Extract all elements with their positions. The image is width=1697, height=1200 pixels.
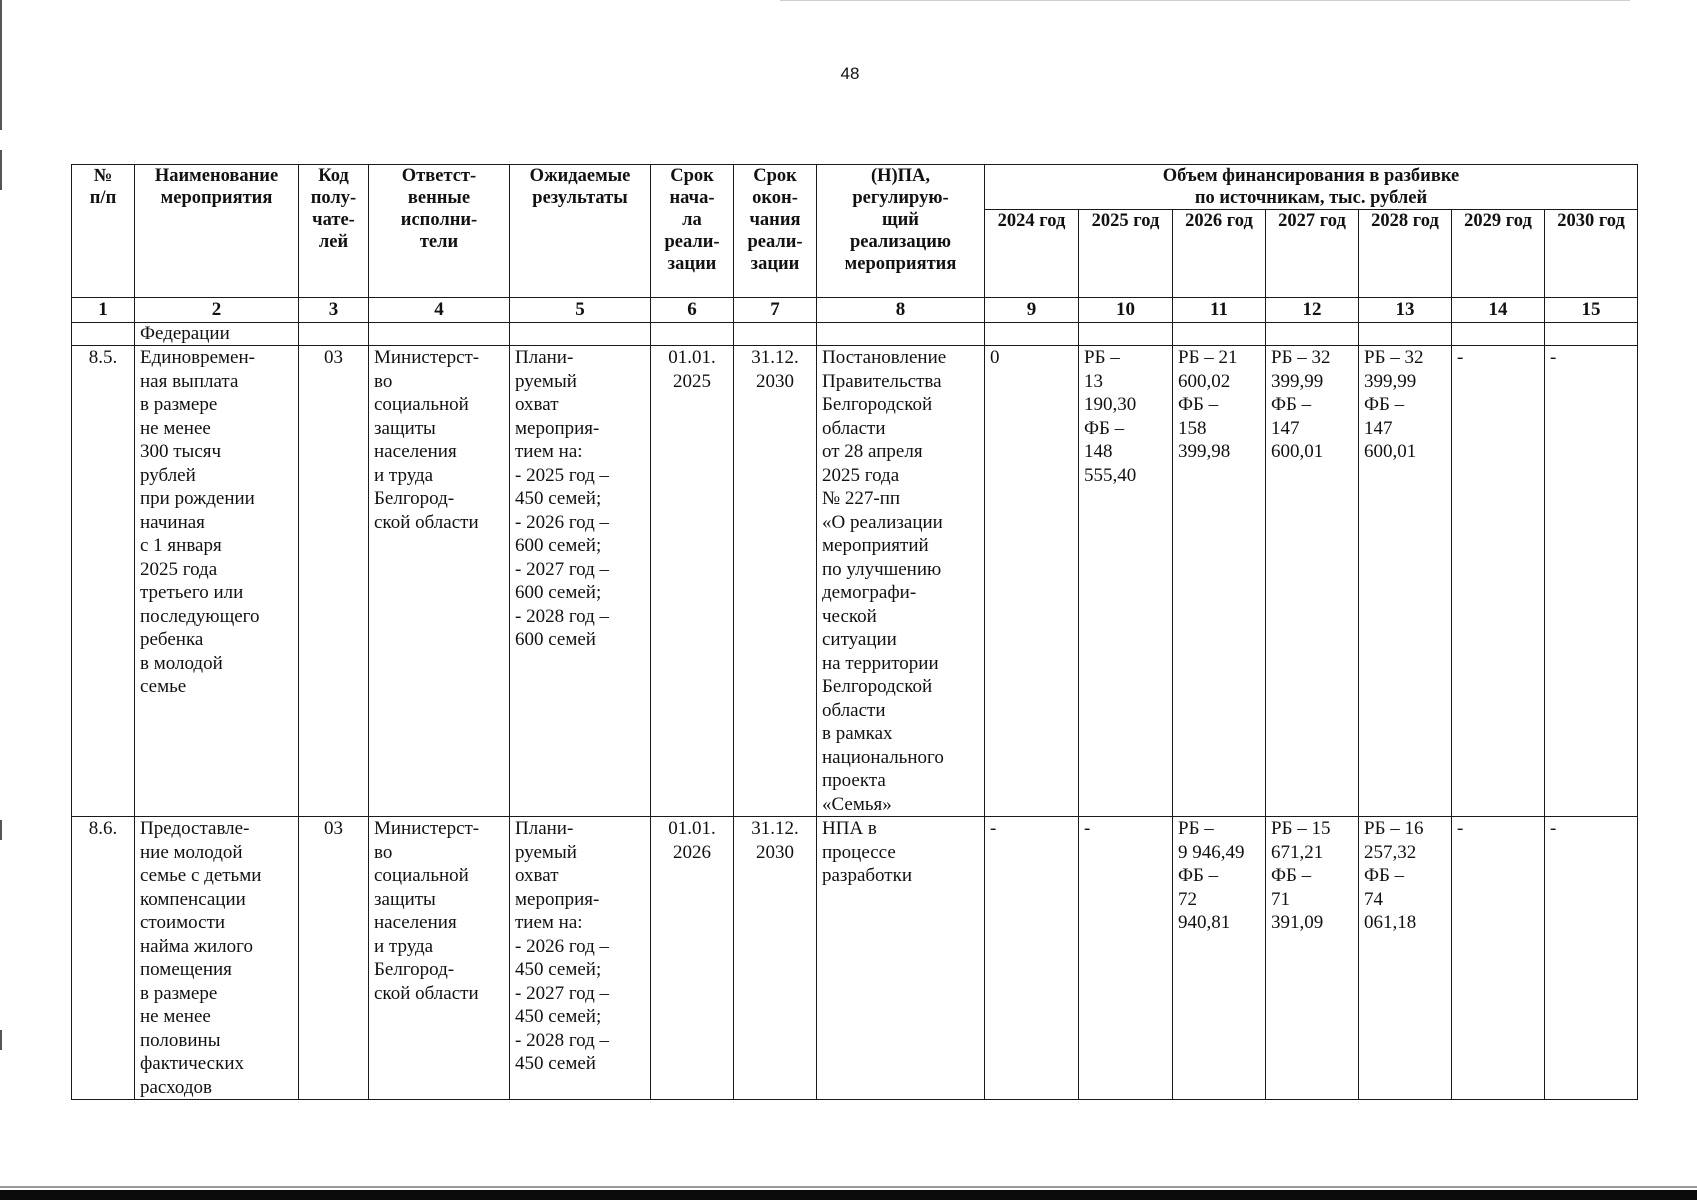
table-cell	[985, 323, 1079, 346]
start-date: 01.01. 2025	[651, 346, 734, 817]
expected-results: Плани- руемый охват мероприя- тием на: - 2025 год – 450 семей; - 2026 год – 600 семей; - 2027 год – 600 семей; - 2028 год – 600 семей	[510, 346, 651, 817]
header-start: Срок нача- ла реали- зации	[651, 165, 734, 298]
funding-2028: РБ – 32 399,99 ФБ – 147 600,01	[1359, 346, 1452, 817]
scan-edge-mark	[0, 0, 2, 130]
header-year: 2025 год	[1079, 210, 1173, 298]
continuation-row	[72, 323, 1638, 346]
table-cell	[72, 323, 135, 346]
header-executors: Ответст- венные исполни- тели	[369, 165, 510, 298]
recipient-code: 03	[299, 817, 369, 1100]
column-number: 12	[1266, 298, 1359, 323]
column-number: 8	[817, 298, 985, 323]
table-cell	[734, 323, 817, 346]
column-number-row	[72, 298, 1638, 323]
column-number: 9	[985, 298, 1079, 323]
header-npa: (Н)ПА, регулирую- щий реализацию мероприятия	[817, 165, 985, 298]
header-year: 2029 год	[1452, 210, 1545, 298]
end-date: 31.12. 2030	[734, 817, 817, 1100]
funding-2030: -	[1545, 346, 1638, 817]
table-cell	[1545, 323, 1638, 346]
recipient-code: 03	[299, 346, 369, 817]
header-year: 2030 год	[1545, 210, 1638, 298]
continuation-text: Федерации	[135, 323, 299, 346]
end-date: 31.12. 2030	[734, 346, 817, 817]
header-year: 2024 год	[985, 210, 1079, 298]
activity-name: Предоставле- ние молодой семье с детьми компенсации стоимости найма жилого помещения в размере не менее половины фактических расходов	[135, 817, 299, 1100]
responsible-executors: Министерст- во социальной защиты населения и труда Белгород- ской области	[369, 817, 510, 1100]
column-number: 1	[72, 298, 135, 323]
header-name: Наименование мероприятия	[135, 165, 299, 298]
page-number: 48	[840, 64, 860, 83]
activities-table	[71, 164, 1638, 1100]
scan-edge-mark	[0, 1030, 2, 1050]
funding-2024: -	[985, 817, 1079, 1100]
funding-2025: -	[1079, 817, 1173, 1100]
table-cell	[1079, 323, 1173, 346]
table-cell	[1173, 323, 1266, 346]
header-year: 2026 год	[1173, 210, 1266, 298]
column-number: 5	[510, 298, 651, 323]
column-number: 11	[1173, 298, 1266, 323]
table-cell	[510, 323, 651, 346]
column-number: 2	[135, 298, 299, 323]
start-date: 01.01. 2026	[651, 817, 734, 1100]
column-number: 7	[734, 298, 817, 323]
scan-bottom-bar	[0, 1190, 1697, 1200]
column-number: 6	[651, 298, 734, 323]
table-cell	[1452, 323, 1545, 346]
header-funding: Объем финансирования в разбивке по источникам, тыс. рублей	[985, 165, 1638, 210]
table-row	[72, 346, 1638, 817]
activity-name: Единовремен- ная выплата в размере не менее 300 тысяч рублей при рождении начиная с 1 января 2025 года третьего или последующего ребенка в молодой семье	[135, 346, 299, 817]
funding-2026: РБ – 21 600,02 ФБ – 158 399,98	[1173, 346, 1266, 817]
column-number: 13	[1359, 298, 1452, 323]
row-number: 8.6.	[72, 817, 135, 1100]
column-number: 4	[369, 298, 510, 323]
column-number: 3	[299, 298, 369, 323]
funding-2028: РБ – 16 257,32 ФБ – 74 061,18	[1359, 817, 1452, 1100]
expected-results: Плани- руемый охват мероприя- тием на: - 2026 год – 450 семей; - 2027 год – 450 семей; - 2028 год – 450 семей	[510, 817, 651, 1100]
row-number: 8.5.	[72, 346, 135, 817]
column-number: 15	[1545, 298, 1638, 323]
header-end: Срок окон- чания реали- зации	[734, 165, 817, 298]
header-code: Код полу- чате- лей	[299, 165, 369, 298]
regulatory-act: Постановление Правительства Белгородской области от 28 апреля 2025 года № 227-пп «О реализации мероприятий по улучшению демографи- ческой ситуации на территории Белгородской области в рамках национального проекта «Семья»	[817, 346, 985, 817]
funding-2029: -	[1452, 346, 1545, 817]
funding-2024: 0	[985, 346, 1079, 817]
table-cell	[1359, 323, 1452, 346]
regulatory-act: НПА в процессе разработки	[817, 817, 985, 1100]
funding-2026: РБ – 9 946,49 ФБ – 72 940,81	[1173, 817, 1266, 1100]
scan-bottom-edge	[0, 1186, 1697, 1188]
header-results: Ожидаемые результаты	[510, 165, 651, 298]
column-number: 14	[1452, 298, 1545, 323]
funding-2030: -	[1545, 817, 1638, 1100]
header-row	[72, 165, 1638, 210]
table-cell	[299, 323, 369, 346]
table-row	[72, 817, 1638, 1100]
header-num: № п/п	[72, 165, 135, 298]
funding-2029: -	[1452, 817, 1545, 1100]
table-cell	[369, 323, 510, 346]
funding-2027: РБ – 32 399,99 ФБ – 147 600,01	[1266, 346, 1359, 817]
scan-edge-line	[780, 0, 1630, 1]
scan-edge-mark	[0, 150, 2, 190]
table-cell	[817, 323, 985, 346]
funding-2027: РБ – 15 671,21 ФБ – 71 391,09	[1266, 817, 1359, 1100]
table-cell	[1266, 323, 1359, 346]
responsible-executors: Министерст- во социальной защиты населения и труда Белгород- ской области	[369, 346, 510, 817]
header-year: 2028 год	[1359, 210, 1452, 298]
scan-edge-mark	[0, 820, 2, 840]
table-cell	[651, 323, 734, 346]
header-year: 2027 год	[1266, 210, 1359, 298]
column-number: 10	[1079, 298, 1173, 323]
funding-2025: РБ – 13 190,30 ФБ – 148 555,40	[1079, 346, 1173, 817]
